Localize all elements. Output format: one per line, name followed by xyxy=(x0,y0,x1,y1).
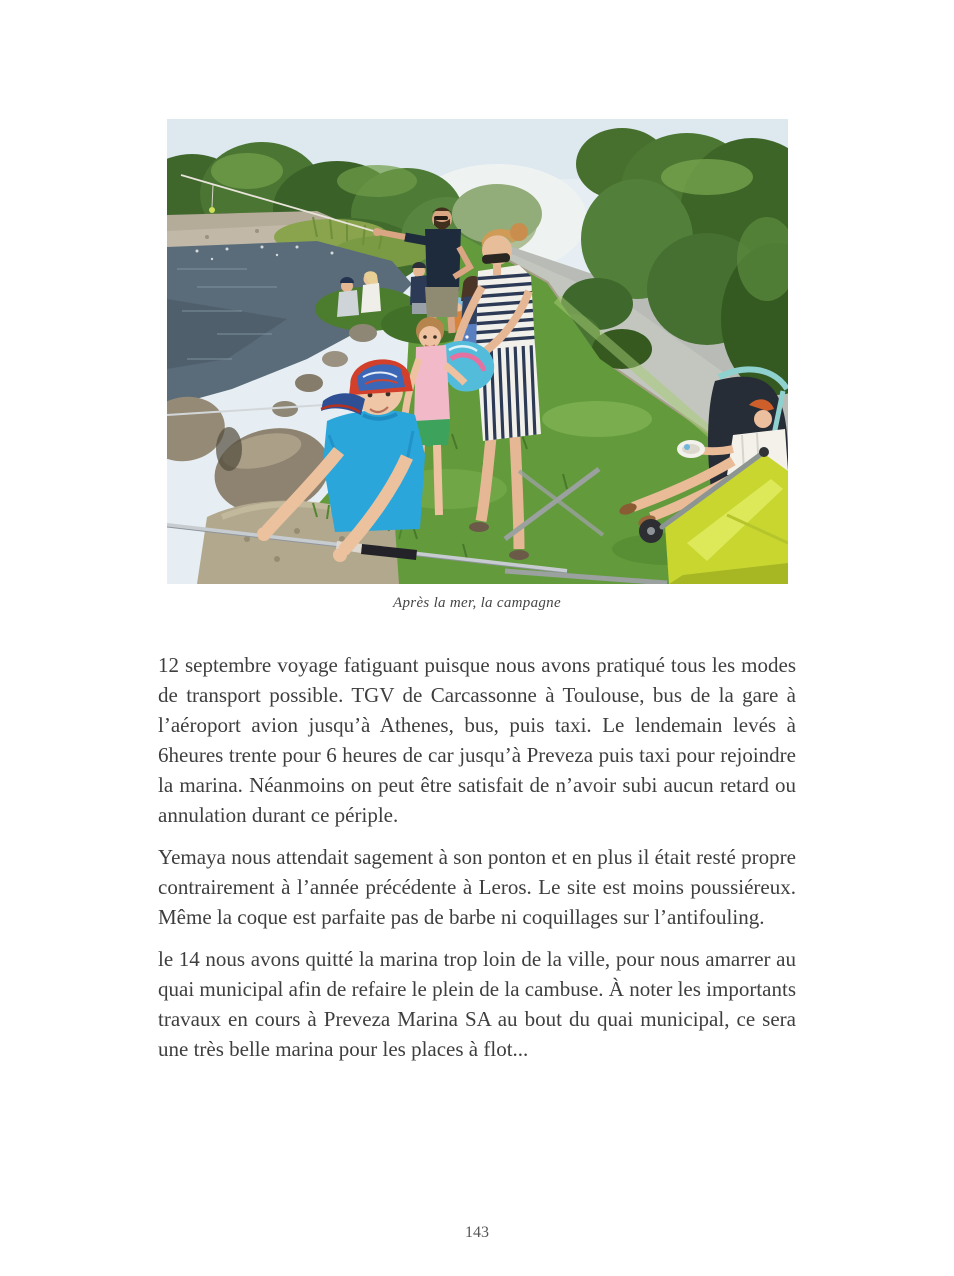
paragraph-3: le 14 nous avons quitté la marina trop loin de la ville, pour nous amarrer au quai municipal afin de refaire le plein de la cambuse. À noter les importants travaux en cours à Preveza Marina SA au bout du quai municipal, ce sera une très belle marina pour les places à flot... xyxy=(158,947,796,1061)
paragraph-1: 12 septembre voyage fatiguant puisque nous avons pratiqué tous les modes de transport possible. TGV de Carcassonne à Toulouse, bus de la gare à l’aéroport avion jusqu’à Athenes, bus, puis taxi. Le lendemain levés à 6heures trente pour 6 heures de car jusqu’à Preveza puis taxi pour rejoindre la marina. Néanmoins on peut être satisfait de n’avoir subi aucun retard ou annulation durant ce périple. xyxy=(158,653,796,827)
photo xyxy=(167,119,788,584)
photo-figure xyxy=(0,0,954,613)
paragraph-2: Yemaya nous attendait sagement à son ponton et en plus il était resté propre contrairement à l’année précédente à Leros. Le site est moins poussiéreux. Même la coque est parfaite pas de barbe ni coquillages sur l’antifouling. xyxy=(158,845,796,929)
page-footer xyxy=(0,1224,954,1242)
photo-illustration xyxy=(167,119,788,584)
photo-caption: Après la mer, la campagne xyxy=(393,595,561,611)
page-number: 143 xyxy=(465,1224,489,1241)
body-text xyxy=(158,650,796,1064)
